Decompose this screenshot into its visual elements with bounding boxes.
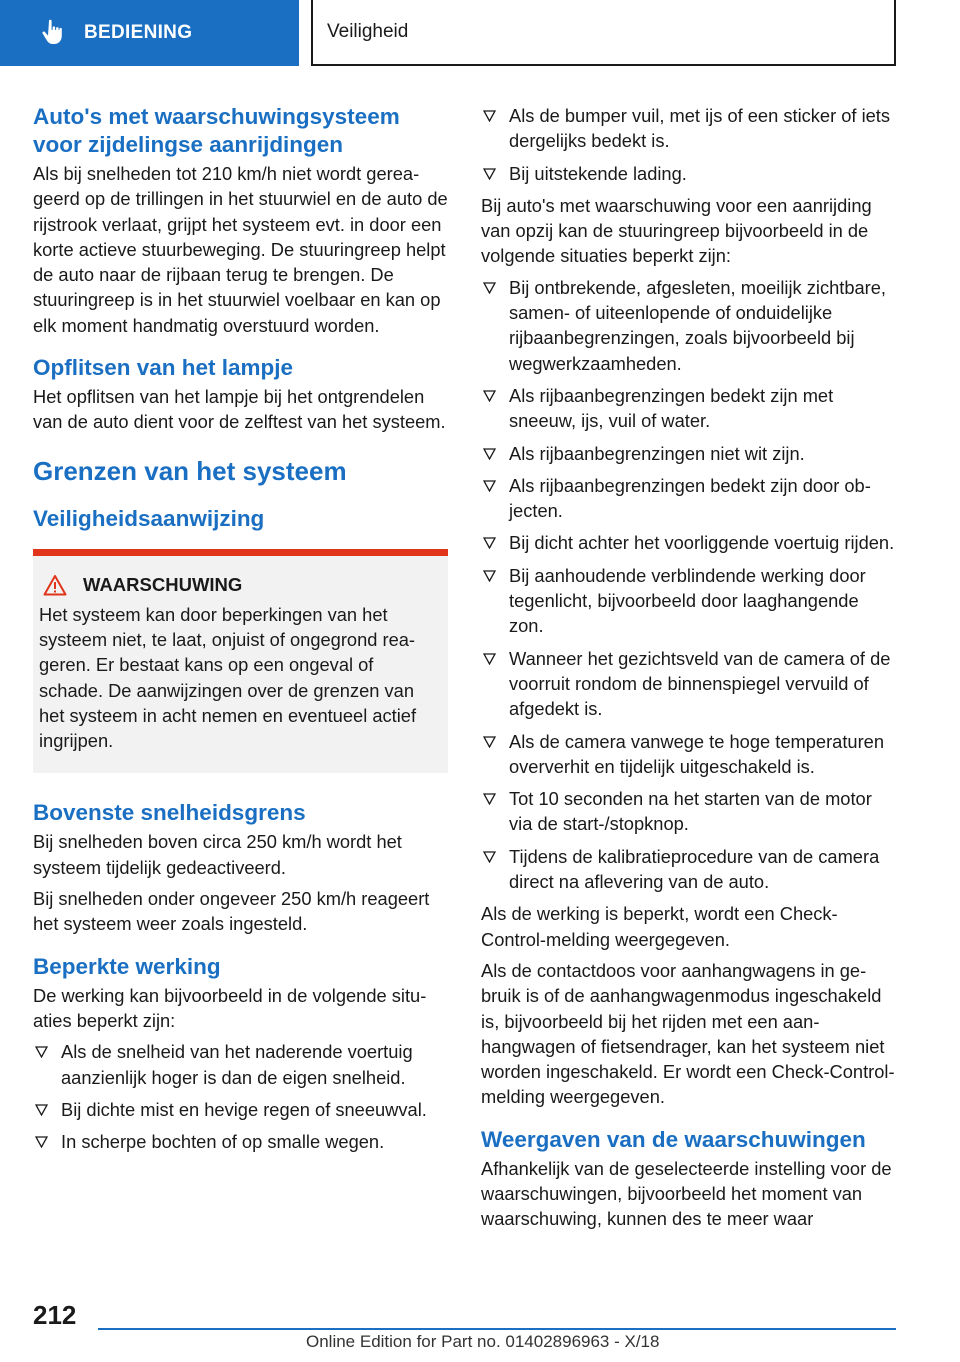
left-column	[33, 103, 448, 1161]
paragraph-warning-displays: Afhankelijk van de geselecteerde instelling voor de waarschuwingen, bijvoorbeeld het moment van waarschuwing, kunnen des te meer waar	[481, 1157, 892, 1230]
heading-warning-displays: Weergaven van de waarschuwingen	[481, 1126, 866, 1152]
paragraph-check-control-1: Als de werking is beperkt, wordt een Check-Control-melding weergegeven.	[481, 903, 838, 950]
warning-title	[39, 574, 442, 596]
bullet-triangle-icon	[35, 1136, 48, 1148]
list-item: Bij ontbrekende, afgesleten, moeilijk zichtbare, samen- of uiteenlopende of onduidelijke rijbaanbegrenzingen, zoals bijvoorbeeld bij wegwerkzaamheden.	[481, 275, 896, 376]
heading-system-limits: Grenzen van het systeem	[33, 455, 347, 486]
list-item: Als rijbaanbegrenzingen bedekt zijn met sneeuw, ijs, vuil of water.	[481, 383, 896, 434]
warning-triangle-icon	[43, 574, 67, 596]
paragraph-side-collision: Als bij snelheden tot 210 km/h niet wordt gereageerd op de trillingen in het stuurwiel en de auto de rijstrook verlaat, grijpt het systeem evt. in door een korte actieve stuurbeweging. De stuuringreep helpt de auto naar de rijbaan terug te brengen. De stuuringreep is in het stuurwiel voelbaar en kan op elk moment handmatig overstuurd worden.	[33, 163, 448, 336]
paragraph-rear-collision: Bij auto's met waarschuwing voor een aanrijding van opzij kan de stuuringreep bijvoorbeeld in de volgende situaties beperkt zijn:	[481, 194, 872, 267]
list-item: Tot 10 seconden na het starten van de motor via de start-/stopknop.	[481, 786, 896, 837]
right-column	[481, 103, 896, 1238]
bullet-triangle-icon	[483, 448, 496, 460]
list-item: Als de snelheid van het naderende voertuig aanzienlijk hoger is dan de eigen snelheid.	[33, 1039, 448, 1090]
list-item: Als rijbaanbegrenzingen bedekt zijn door objecten.	[481, 473, 896, 524]
bullet-triangle-icon	[483, 736, 496, 748]
paragraph-upper-speed-1: Bij snelheden boven circa 250 km/h wordt het systeem tijdelijk gedeactiveerd.	[33, 831, 402, 878]
limited-function-list	[33, 1039, 448, 1154]
bullet-triangle-icon	[483, 537, 496, 549]
bullet-triangle-icon	[35, 1104, 48, 1116]
warning-title-text: WAARSCHUWING	[83, 573, 243, 595]
bullet-triangle-icon	[35, 1046, 48, 1058]
heading-side-collision: Auto's met waarschuwingsysteem voor zijdelingse aanrijdingen	[33, 104, 400, 157]
paragraph-check-control-2: Als de contactdoos voor aanhangwagens in gebruik is of de aanhangwagenmodus ingeschakeld is, bijvoorbeeld bij het rijden met een aanhangwagen of fietsendrager, kan het systeem niet worden ingeschakeld. Er wordt een Check-Control-melding weergegeven.	[481, 959, 895, 1108]
limited-function-list-continued	[481, 103, 896, 186]
bullet-triangle-icon	[483, 793, 496, 805]
page-number: 212	[33, 1300, 77, 1330]
list-item: Wanneer het gezichtsveld van de camera of de voorruit rondom de binnenspiegel vervuild of afgedekt is.	[481, 646, 896, 722]
bullet-triangle-icon	[483, 168, 496, 180]
footer-divider	[98, 1328, 896, 1330]
heading-safety-note: Veiligheidsaanwijzing	[33, 505, 265, 531]
bullet-triangle-icon	[483, 480, 496, 492]
page-header	[0, 0, 960, 66]
list-item: Als rijbaanbegrenzingen niet wit zijn.	[481, 441, 896, 466]
warning-box	[33, 549, 448, 774]
list-item: In scherpe bochten of op smalle wegen.	[33, 1129, 448, 1154]
bullet-triangle-icon	[483, 110, 496, 122]
heading-upper-speed: Bovenste snelheidsgrens	[33, 800, 306, 826]
section-tab-label: Veiligheid	[327, 21, 409, 42]
heading-lamp-flash: Opflitsen van het lampje	[33, 355, 294, 381]
section-tab[interactable]	[311, 0, 896, 66]
steering-intervention-list	[481, 275, 896, 895]
bullet-triangle-icon	[483, 390, 496, 402]
paragraph-lamp-flash: Het opflitsen van het lampje bij het ontgrendelen van de auto dient voor de zelftest van het systeem.	[33, 386, 446, 433]
list-item: Bij aanhoudende verblindende werking door tegenlicht, bijvoorbeeld door laaghangende zon.	[481, 563, 896, 639]
bullet-triangle-icon	[483, 851, 496, 863]
chapter-tab-label: BEDIENING	[84, 22, 193, 43]
list-item: Bij uitstekende lading.	[481, 161, 896, 186]
warning-text: Het systeem kan door beperkingen van het systeem niet, te laat, onjuist of ongegrond reageren. Er bestaat kans op een ongeval of schade. De aanwijzingen over de grenzen van het systeem in acht nemen en eventueel actief ingrijpen.	[39, 603, 417, 752]
bullet-triangle-icon	[483, 282, 496, 294]
list-item: Bij dicht achter het voorliggende voertuig rijden.	[481, 530, 896, 555]
list-item: Bij dichte mist en hevige regen of sneeuwval.	[33, 1097, 448, 1122]
list-item: Als de camera vanwege te hoge temperaturen oververhit en tijdelijk uitgeschakeld is.	[481, 729, 896, 780]
bullet-triangle-icon	[483, 570, 496, 582]
heading-limited-function: Beperkte werking	[33, 953, 221, 979]
list-item: Tijdens de kalibratieprocedure van de camera direct na aflevering van de auto.	[481, 844, 896, 895]
chapter-tab[interactable]	[0, 0, 299, 66]
page-footer	[0, 1292, 960, 1362]
pointing-hand-icon	[38, 18, 68, 48]
paragraph-upper-speed-2: Bij snelheden onder ongeveer 250 km/h reageert het systeem weer zoals ingesteld.	[33, 888, 430, 935]
paragraph-limited-function: De werking kan bijvoorbeeld in de volgende situaties beperkt zijn:	[33, 984, 427, 1031]
bullet-triangle-icon	[483, 653, 496, 665]
edition-text: Online Edition for Part no. 01402896963 - X/18	[306, 1332, 660, 1351]
list-item: Als de bumper vuil, met ijs of een sticker of iets dergelijks bedekt is.	[481, 103, 896, 154]
